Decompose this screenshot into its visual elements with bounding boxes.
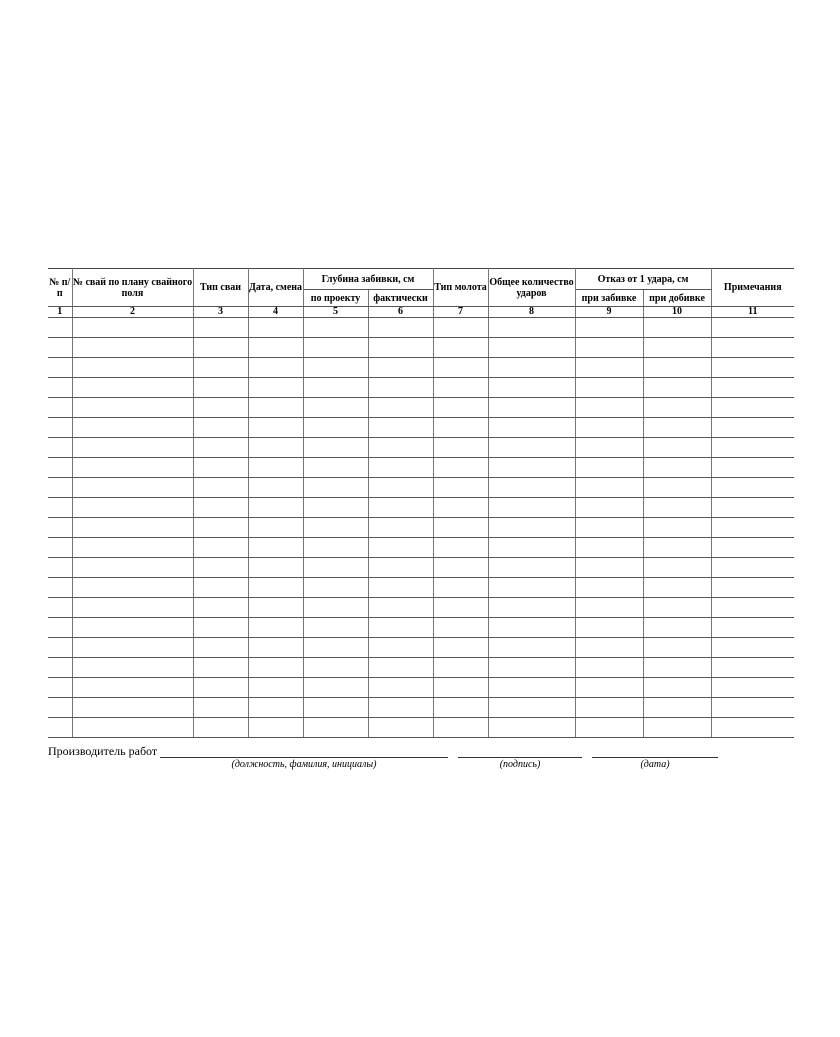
table-cell[interactable] bbox=[48, 598, 72, 618]
table-cell[interactable] bbox=[248, 518, 303, 538]
table-cell[interactable] bbox=[575, 658, 643, 678]
table-cell[interactable] bbox=[193, 618, 248, 638]
table-cell[interactable] bbox=[72, 718, 193, 738]
table-cell[interactable] bbox=[488, 398, 575, 418]
table-cell[interactable] bbox=[368, 518, 433, 538]
table-cell[interactable] bbox=[193, 398, 248, 418]
table-cell[interactable] bbox=[488, 378, 575, 398]
table-cell[interactable] bbox=[72, 578, 193, 598]
table-cell[interactable] bbox=[575, 538, 643, 558]
column-number: 1 bbox=[48, 307, 72, 318]
table-cell[interactable] bbox=[433, 538, 488, 558]
table-cell[interactable] bbox=[368, 718, 433, 738]
header-date-shift: Дата, смена bbox=[248, 269, 303, 307]
table-cell[interactable] bbox=[248, 358, 303, 378]
table-cell[interactable] bbox=[193, 518, 248, 538]
table-cell[interactable] bbox=[72, 338, 193, 358]
header-total-blows: Общее количество ударов bbox=[488, 269, 575, 307]
table-cell[interactable] bbox=[488, 558, 575, 578]
table-cell[interactable] bbox=[248, 538, 303, 558]
date-caption: (дата) bbox=[640, 759, 670, 770]
header-driving-depth-group: Глубина забивки, см bbox=[303, 269, 433, 290]
table-cell[interactable] bbox=[72, 418, 193, 438]
table-cell[interactable] bbox=[488, 578, 575, 598]
table-cell[interactable] bbox=[433, 658, 488, 678]
header-pile-type: Тип сваи bbox=[193, 269, 248, 307]
table-cell[interactable] bbox=[48, 658, 72, 678]
table-row bbox=[48, 678, 794, 698]
table-cell[interactable] bbox=[433, 418, 488, 438]
table-row bbox=[48, 558, 794, 578]
table-cell[interactable] bbox=[48, 558, 72, 578]
table-cell[interactable] bbox=[488, 438, 575, 458]
table-cell[interactable] bbox=[368, 458, 433, 478]
table-cell[interactable] bbox=[575, 618, 643, 638]
column-number: 8 bbox=[488, 307, 575, 318]
table-cell[interactable] bbox=[575, 718, 643, 738]
table-cell[interactable] bbox=[48, 578, 72, 598]
table-cell[interactable] bbox=[575, 498, 643, 518]
table-cell[interactable] bbox=[433, 398, 488, 418]
table-cell[interactable] bbox=[248, 678, 303, 698]
signature-line bbox=[458, 757, 582, 758]
table-cell[interactable] bbox=[303, 418, 368, 438]
table-cell[interactable] bbox=[711, 458, 794, 478]
table-cell[interactable] bbox=[72, 498, 193, 518]
table-cell[interactable] bbox=[193, 638, 248, 658]
table-cell[interactable] bbox=[643, 638, 711, 658]
table-cell[interactable] bbox=[433, 358, 488, 378]
table-cell[interactable] bbox=[72, 378, 193, 398]
table-cell[interactable] bbox=[48, 498, 72, 518]
table-cell[interactable] bbox=[368, 638, 433, 658]
table-cell[interactable] bbox=[488, 718, 575, 738]
table-cell[interactable] bbox=[488, 698, 575, 718]
table-cell[interactable] bbox=[575, 338, 643, 358]
table-row bbox=[48, 418, 794, 438]
table-cell[interactable] bbox=[248, 498, 303, 518]
table-cell[interactable] bbox=[643, 718, 711, 738]
table-cell[interactable] bbox=[368, 418, 433, 438]
table-cell[interactable] bbox=[193, 698, 248, 718]
table-cell[interactable] bbox=[193, 498, 248, 518]
table-cell[interactable] bbox=[575, 598, 643, 618]
table-cell[interactable] bbox=[303, 538, 368, 558]
table-cell[interactable] bbox=[488, 458, 575, 478]
table-cell[interactable] bbox=[303, 358, 368, 378]
table-cell[interactable] bbox=[643, 518, 711, 538]
table-cell[interactable] bbox=[643, 458, 711, 478]
header-hammer-type: Тип молота bbox=[433, 269, 488, 307]
table-cell[interactable] bbox=[48, 718, 72, 738]
table-cell[interactable] bbox=[72, 518, 193, 538]
table-row bbox=[48, 638, 794, 658]
table-cell[interactable] bbox=[72, 538, 193, 558]
table-cell[interactable] bbox=[575, 558, 643, 578]
table-cell[interactable] bbox=[575, 518, 643, 538]
table-cell[interactable] bbox=[643, 558, 711, 578]
table-cell[interactable] bbox=[72, 398, 193, 418]
table-cell[interactable] bbox=[48, 458, 72, 478]
table-cell[interactable] bbox=[72, 598, 193, 618]
table-cell[interactable] bbox=[368, 398, 433, 418]
table-cell[interactable] bbox=[48, 698, 72, 718]
table-cell[interactable] bbox=[303, 378, 368, 398]
table-cell[interactable] bbox=[575, 438, 643, 458]
table-cell[interactable] bbox=[711, 378, 794, 398]
work-supervisor-label: Производитель работ bbox=[48, 744, 158, 758]
table-cell[interactable] bbox=[643, 498, 711, 518]
table-header-row bbox=[48, 269, 794, 290]
table-cell[interactable] bbox=[72, 318, 193, 338]
table-cell[interactable] bbox=[643, 398, 711, 418]
table-cell[interactable] bbox=[643, 698, 711, 718]
table-row bbox=[48, 718, 794, 738]
table-cell[interactable] bbox=[575, 698, 643, 718]
table-cell[interactable] bbox=[711, 558, 794, 578]
table-cell[interactable] bbox=[248, 338, 303, 358]
table-cell[interactable] bbox=[193, 678, 248, 698]
table-cell[interactable] bbox=[488, 598, 575, 618]
table-cell[interactable] bbox=[248, 398, 303, 418]
table-cell[interactable] bbox=[48, 418, 72, 438]
table-cell[interactable] bbox=[248, 418, 303, 438]
table-cell[interactable] bbox=[48, 618, 72, 638]
table-cell[interactable] bbox=[193, 538, 248, 558]
table-cell[interactable] bbox=[48, 538, 72, 558]
table-cell[interactable] bbox=[711, 438, 794, 458]
table-cell[interactable] bbox=[248, 578, 303, 598]
table-cell[interactable] bbox=[433, 718, 488, 738]
table-cell[interactable] bbox=[368, 678, 433, 698]
table-cell[interactable] bbox=[303, 318, 368, 338]
column-number: 7 bbox=[433, 307, 488, 318]
table-cell[interactable] bbox=[575, 358, 643, 378]
table-cell[interactable] bbox=[303, 498, 368, 518]
table-cell[interactable] bbox=[575, 378, 643, 398]
table-row bbox=[48, 578, 794, 598]
table-row bbox=[48, 538, 794, 558]
table-cell[interactable] bbox=[711, 418, 794, 438]
table-cell[interactable] bbox=[368, 658, 433, 678]
column-number: 5 bbox=[303, 307, 368, 318]
table-row bbox=[48, 398, 794, 418]
table-cell[interactable] bbox=[248, 718, 303, 738]
table-cell[interactable] bbox=[575, 478, 643, 498]
table-cell[interactable] bbox=[643, 618, 711, 638]
header-refusal-redriving: при добивке bbox=[643, 290, 711, 307]
table-cell[interactable] bbox=[575, 418, 643, 438]
table-cell[interactable] bbox=[193, 558, 248, 578]
table-cell[interactable] bbox=[643, 478, 711, 498]
table-cell[interactable] bbox=[303, 338, 368, 358]
header-refusal-driving: при забивке bbox=[575, 290, 643, 307]
table-cell[interactable] bbox=[711, 318, 794, 338]
table-row bbox=[48, 458, 794, 478]
table-body bbox=[48, 318, 794, 738]
table-cell[interactable] bbox=[711, 338, 794, 358]
column-number: 4 bbox=[248, 307, 303, 318]
table-cell[interactable] bbox=[643, 338, 711, 358]
table-cell[interactable] bbox=[433, 618, 488, 638]
table-row bbox=[48, 698, 794, 718]
table-cell[interactable] bbox=[575, 578, 643, 598]
table-cell[interactable] bbox=[643, 658, 711, 678]
table-cell[interactable] bbox=[643, 358, 711, 378]
table-cell[interactable] bbox=[72, 658, 193, 678]
table-cell[interactable] bbox=[711, 578, 794, 598]
table-cell[interactable] bbox=[303, 438, 368, 458]
table-cell[interactable] bbox=[248, 378, 303, 398]
table-row bbox=[48, 478, 794, 498]
table-cell[interactable] bbox=[711, 678, 794, 698]
column-number-row bbox=[48, 307, 794, 318]
table-cell[interactable] bbox=[643, 678, 711, 698]
table-cell[interactable] bbox=[48, 338, 72, 358]
table-cell[interactable] bbox=[433, 578, 488, 598]
table-cell[interactable] bbox=[368, 358, 433, 378]
table-cell[interactable] bbox=[711, 638, 794, 658]
table-cell[interactable] bbox=[368, 338, 433, 358]
table-cell[interactable] bbox=[643, 538, 711, 558]
table-cell[interactable] bbox=[193, 478, 248, 498]
column-number: 11 bbox=[711, 307, 794, 318]
table-cell[interactable] bbox=[48, 318, 72, 338]
column-number: 10 bbox=[643, 307, 711, 318]
table-cell[interactable] bbox=[48, 638, 72, 658]
pile-driving-journal-table bbox=[48, 268, 794, 738]
table-cell[interactable] bbox=[711, 358, 794, 378]
table-cell[interactable] bbox=[303, 558, 368, 578]
table-cell[interactable] bbox=[72, 438, 193, 458]
table-cell[interactable] bbox=[193, 338, 248, 358]
table-cell[interactable] bbox=[488, 538, 575, 558]
column-number: 6 bbox=[368, 307, 433, 318]
table-cell[interactable] bbox=[72, 698, 193, 718]
table-cell[interactable] bbox=[643, 598, 711, 618]
table-cell[interactable] bbox=[303, 718, 368, 738]
table-cell[interactable] bbox=[575, 678, 643, 698]
header-row-number: № п/п bbox=[48, 269, 72, 307]
table-cell[interactable] bbox=[193, 438, 248, 458]
table-row bbox=[48, 498, 794, 518]
table-cell[interactable] bbox=[488, 498, 575, 518]
table-cell[interactable] bbox=[193, 378, 248, 398]
table-cell[interactable] bbox=[303, 598, 368, 618]
table-cell[interactable] bbox=[643, 418, 711, 438]
table-cell[interactable] bbox=[248, 438, 303, 458]
table-cell[interactable] bbox=[575, 458, 643, 478]
header-depth-design: по проекту bbox=[303, 290, 368, 307]
table-cell[interactable] bbox=[433, 438, 488, 458]
column-number: 2 bbox=[72, 307, 193, 318]
table-cell[interactable] bbox=[72, 478, 193, 498]
table-cell[interactable] bbox=[72, 678, 193, 698]
table-cell[interactable] bbox=[433, 678, 488, 698]
table-cell[interactable] bbox=[193, 658, 248, 678]
table-row bbox=[48, 438, 794, 458]
table-cell[interactable] bbox=[248, 698, 303, 718]
table-cell[interactable] bbox=[48, 378, 72, 398]
table-cell[interactable] bbox=[303, 678, 368, 698]
table-cell[interactable] bbox=[368, 478, 433, 498]
table-cell[interactable] bbox=[48, 518, 72, 538]
table-row bbox=[48, 338, 794, 358]
table-cell[interactable] bbox=[193, 578, 248, 598]
table-cell[interactable] bbox=[193, 718, 248, 738]
table-cell[interactable] bbox=[193, 318, 248, 338]
table-cell[interactable] bbox=[488, 338, 575, 358]
table-cell[interactable] bbox=[368, 618, 433, 638]
table-cell[interactable] bbox=[303, 658, 368, 678]
header-notes: Примечания bbox=[711, 269, 794, 307]
table-cell[interactable] bbox=[368, 578, 433, 598]
table-cell[interactable] bbox=[368, 558, 433, 578]
column-number: 9 bbox=[575, 307, 643, 318]
table-cell[interactable] bbox=[48, 478, 72, 498]
table-cell[interactable] bbox=[433, 518, 488, 538]
table-cell[interactable] bbox=[48, 358, 72, 378]
table-cell[interactable] bbox=[711, 518, 794, 538]
table-cell[interactable] bbox=[368, 378, 433, 398]
signature-caption: (подпись) bbox=[499, 759, 541, 770]
table-cell[interactable] bbox=[248, 558, 303, 578]
table-cell[interactable] bbox=[368, 318, 433, 338]
table-cell[interactable] bbox=[72, 618, 193, 638]
position-name-line bbox=[160, 757, 448, 758]
table-cell[interactable] bbox=[433, 478, 488, 498]
table-cell[interactable] bbox=[72, 558, 193, 578]
header-depth-actual: фактически bbox=[368, 290, 433, 307]
table-cell[interactable] bbox=[488, 518, 575, 538]
table-cell[interactable] bbox=[711, 398, 794, 418]
table-row bbox=[48, 318, 794, 338]
table-cell[interactable] bbox=[711, 698, 794, 718]
table-cell[interactable] bbox=[303, 698, 368, 718]
table-cell[interactable] bbox=[488, 418, 575, 438]
table-cell[interactable] bbox=[248, 638, 303, 658]
table-cell[interactable] bbox=[48, 438, 72, 458]
table-cell[interactable] bbox=[303, 638, 368, 658]
table-cell[interactable] bbox=[368, 498, 433, 518]
table-cell[interactable] bbox=[248, 478, 303, 498]
table-cell[interactable] bbox=[303, 478, 368, 498]
table-cell[interactable] bbox=[303, 618, 368, 638]
header-refusal-group: Отказ от 1 удара, см bbox=[575, 269, 711, 290]
table-cell[interactable] bbox=[248, 658, 303, 678]
signature-block bbox=[48, 744, 768, 774]
table-cell[interactable] bbox=[368, 598, 433, 618]
table-row bbox=[48, 378, 794, 398]
table-cell[interactable] bbox=[248, 458, 303, 478]
table-cell[interactable] bbox=[575, 398, 643, 418]
table-cell[interactable] bbox=[433, 638, 488, 658]
date-line bbox=[592, 757, 718, 758]
table-cell[interactable] bbox=[303, 458, 368, 478]
position-name-caption: (должность, фамилия, инициалы) bbox=[231, 759, 377, 770]
table-row bbox=[48, 358, 794, 378]
table-cell[interactable] bbox=[193, 358, 248, 378]
table-cell[interactable] bbox=[488, 478, 575, 498]
table-cell[interactable] bbox=[711, 478, 794, 498]
table-cell[interactable] bbox=[433, 338, 488, 358]
table-cell[interactable] bbox=[433, 458, 488, 478]
table-cell[interactable] bbox=[433, 598, 488, 618]
table-cell[interactable] bbox=[368, 538, 433, 558]
table-cell[interactable] bbox=[643, 378, 711, 398]
table-cell[interactable] bbox=[711, 498, 794, 518]
table-row bbox=[48, 598, 794, 618]
table-cell[interactable] bbox=[575, 318, 643, 338]
table-cell[interactable] bbox=[72, 458, 193, 478]
table-cell[interactable] bbox=[248, 598, 303, 618]
table-cell[interactable] bbox=[643, 318, 711, 338]
table-cell[interactable] bbox=[368, 438, 433, 458]
column-number: 3 bbox=[193, 307, 248, 318]
table-cell[interactable] bbox=[643, 438, 711, 458]
table-cell[interactable] bbox=[711, 658, 794, 678]
table-cell[interactable] bbox=[303, 578, 368, 598]
table-cell[interactable] bbox=[72, 358, 193, 378]
table-cell[interactable] bbox=[488, 318, 575, 338]
table-cell[interactable] bbox=[433, 378, 488, 398]
table-cell[interactable] bbox=[48, 678, 72, 698]
table-cell[interactable] bbox=[643, 578, 711, 598]
table-cell[interactable] bbox=[711, 718, 794, 738]
table-cell[interactable] bbox=[303, 398, 368, 418]
table-cell[interactable] bbox=[433, 558, 488, 578]
table-cell[interactable] bbox=[711, 598, 794, 618]
header-pile-number: № свай по плану свайного поля bbox=[72, 269, 193, 307]
table-cell[interactable] bbox=[433, 698, 488, 718]
table-cell[interactable] bbox=[488, 678, 575, 698]
table-cell[interactable] bbox=[433, 498, 488, 518]
table-cell[interactable] bbox=[193, 458, 248, 478]
table-row bbox=[48, 618, 794, 638]
table-row bbox=[48, 518, 794, 538]
table-cell[interactable] bbox=[72, 638, 193, 658]
table-cell[interactable] bbox=[248, 318, 303, 338]
table-cell[interactable] bbox=[488, 658, 575, 678]
table-cell[interactable] bbox=[433, 318, 488, 338]
table-cell[interactable] bbox=[488, 638, 575, 658]
table-cell[interactable] bbox=[711, 618, 794, 638]
table-cell[interactable] bbox=[303, 518, 368, 538]
table-cell[interactable] bbox=[488, 358, 575, 378]
table-cell[interactable] bbox=[711, 538, 794, 558]
table-cell[interactable] bbox=[193, 418, 248, 438]
table-cell[interactable] bbox=[248, 618, 303, 638]
table-cell[interactable] bbox=[193, 598, 248, 618]
table-cell[interactable] bbox=[368, 698, 433, 718]
table-row bbox=[48, 658, 794, 678]
table-cell[interactable] bbox=[48, 398, 72, 418]
table-cell[interactable] bbox=[575, 638, 643, 658]
table-cell[interactable] bbox=[488, 618, 575, 638]
